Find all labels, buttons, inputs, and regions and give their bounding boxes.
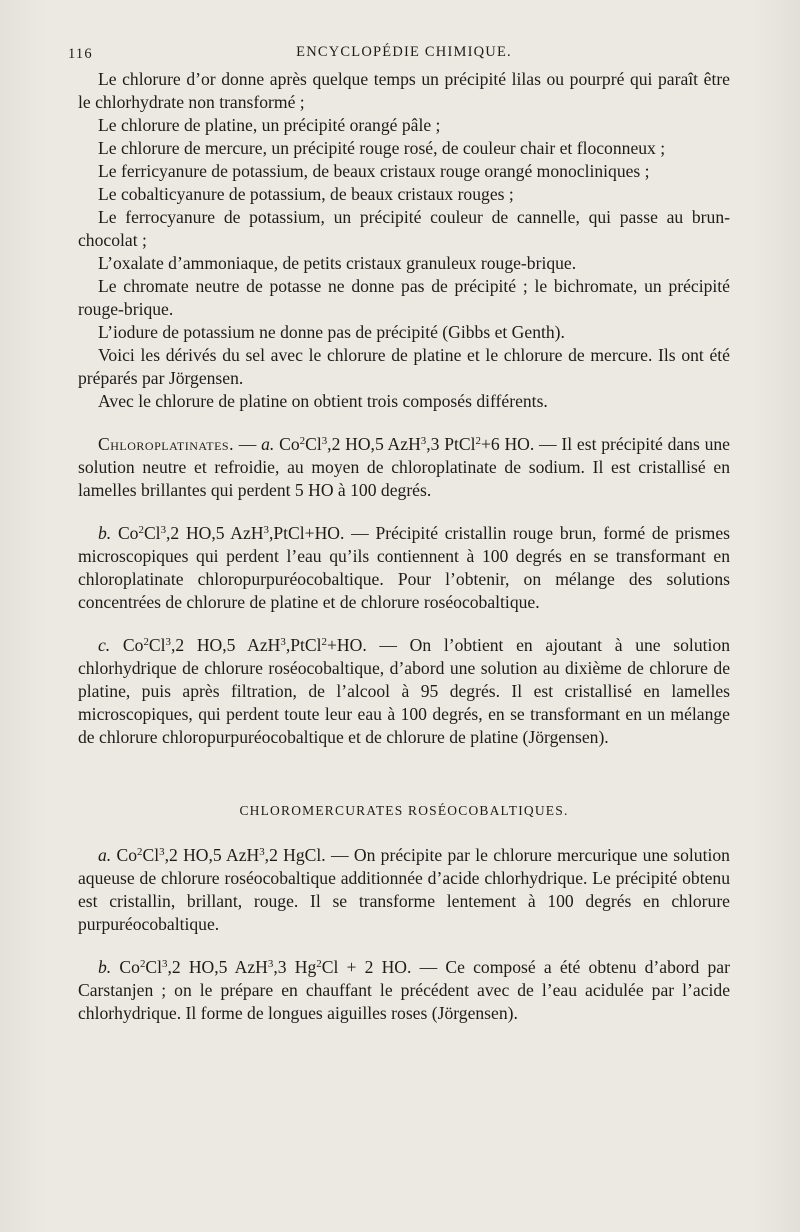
page-header [68, 38, 730, 68]
formula-superscript: 3 [420, 435, 427, 447]
formula-superscript: 3 [263, 524, 269, 536]
paragraph: Le ferricyanure de potassium, de beaux cristaux rouge orangé monocliniques ; [98, 161, 650, 181]
formula-superscript: 3 [259, 846, 265, 858]
section-title-chloromercurates: CHLOROMERCURATES ROSÉOCOBALTIQUES. [239, 803, 569, 818]
formula-superscript: 3 [160, 524, 167, 536]
item-label: c. [98, 635, 111, 655]
formula-superscript: 2 [138, 524, 144, 536]
paragraph: Avec le chlorure de platine on obtient trois composés différents. [98, 391, 548, 411]
formula-superscript: 3 [267, 958, 274, 970]
item-label: a. [261, 434, 275, 454]
paragraph: Le chlorure de mercure, un précipité rouge rosé, de couleur chair et floconneux ; [98, 138, 666, 158]
paragraph: Le cobalticyanure de potassium, de beaux cristaux rouges ; [98, 184, 514, 204]
formula-superscript: 2 [143, 636, 149, 648]
item-label: b. [98, 523, 112, 543]
item-description: — Il est précipité dans une solution neutre et refroidie, au moyen de chloroplatinate de sodium. Il est cristallisé en lamelles brillantes qui perdent 5 HO à 100 degrés. [78, 434, 730, 500]
item-description: — Précipité cristallin rouge brun, formé de prismes microscopiques qui perdent l’eau qu’ils contiennent à 100 degrés en se transformant en chloroplatinate chloropurpuréocobaltique. Pour l’obtenir, on mélange des solutions concentrées de chlorure de platine et de chlorure roséocobaltique. [78, 523, 730, 612]
item-label: b. [98, 957, 112, 977]
formula-superscript: 3 [280, 636, 286, 648]
chemical-formula: Co$^2$Cl$^3$,2 HO,5 AzH$^3$,3 $Hg^2Cl + 2$ HO. [119, 957, 412, 977]
chemical-formula: Co$^2$Cl$^3$,2 HO,5 AzH$^3$,PtCl$^2$+HO. [122, 635, 367, 655]
formula-superscript: 2 [139, 958, 146, 970]
formula-superscript: 2 [137, 846, 143, 858]
formula-superscript: 3 [165, 636, 171, 648]
item-description: — On précipite par le chlorure mercurique une solution aqueuse de chlorure roséocobaltique additionnée d’acide chlorhydrique. Le précipité obtenu est cristallin, brillant, rouge. Il se transforme lentement à 100 degrés en chlorure purpuréocobaltique. [78, 845, 730, 934]
item-description: — On l’obtient en ajoutant à une solution chlorhydrique de chlorure roséocobaltique, d’abord une solution au dixième de chlorure de platine, puis après filtration, de l’alcool à 95 degrés. Il est cristallisé en lamelles microscopiques, qui perdent toute leur eau à 100 degrés, en se transformant en un mélange de chlorure chloropurpuréocobaltique et de chlorure de platine (Jörgensen). [78, 635, 730, 747]
chloroplatinate-a: Chloroplatinates. — a. Co$^2$Cl$^3$,2 HO,5 AzH$^3$,3 PtCl$^2$+6 HO. — Il est précipité dans une solution neutre et refroidie, au moyen de chloroplatinate de sodium. Il est cristallisé en lamelles brillantes qui perdent 5 HO à 100 degrés. [78, 434, 730, 500]
formula-superscript: 3 [159, 846, 165, 858]
chemical-formula: Co$^2$Cl$^3$,2 HO,5 AzH$^3$,PtCl+HO. [117, 523, 345, 543]
paragraph: Voici les dérivés du sel avec le chlorure de platine et le chlorure de mercure. Ils ont été préparés par Jörgensen. [78, 345, 730, 388]
formula-superscript: 2 [316, 958, 322, 970]
formula-superscript: 2 [321, 636, 327, 648]
paragraph: Le chlorure de platine, un précipité orangé pâle ; [98, 115, 441, 135]
formula-superscript: 3 [321, 435, 328, 447]
chloromercurate-a [78, 844, 730, 936]
formula-superscript: 3 [162, 958, 168, 970]
formula-superscript: 2 [475, 435, 481, 447]
chemical-formula: Co$^2$Cl$^3$,2 HO,5 AzH$^3$,3 PtCl$^2$+6 HO. [279, 434, 535, 454]
paragraph: Le chromate neutre de potasse ne donne pas de précipité ; le bichromate, un précipité rouge-brique. [78, 276, 730, 319]
chloroplatinate-b [78, 522, 730, 614]
chloromercurate-b [78, 956, 730, 1025]
paragraph: Le chlorure d’or donne après quelque temps un précipité lilas ou pourpré qui paraît être le chlorhydrate non transformé ; [78, 69, 730, 112]
formula-superscript: 2 [299, 435, 306, 447]
chemical-formula: Co$^2$Cl$^3$,2 HO,5 AzH$^3$,2 HgCl. [116, 845, 326, 865]
item-description: — Ce composé a été obtenu d’abord par Carstanjen ; on le prépare en chauffant le précédent avec de l’eau acidulée par l’acide chlorhydrique. Il forme de longues aiguilles roses (Jörgensen). [78, 957, 730, 1023]
paragraph: Le ferrocyanure de potassium, un précipité couleur de cannelle, qui passe au brun-chocolat ; [78, 207, 730, 250]
paragraph: L’oxalate d’ammoniaque, de petits cristaux granuleux rouge-brique. [98, 253, 577, 273]
section-heading-chloroplatinates: Chloroplatinates. [98, 434, 234, 454]
chloroplatinate-c [78, 634, 730, 749]
body-text [78, 68, 730, 1025]
paragraph: L’iodure de potassium ne donne pas de précipité (Gibbs et Genth). [98, 322, 565, 342]
item-label: a. [98, 845, 112, 865]
page-number: 116 [68, 46, 93, 62]
running-title: ENCYCLOPÉDIE CHIMIQUE. [296, 44, 512, 60]
